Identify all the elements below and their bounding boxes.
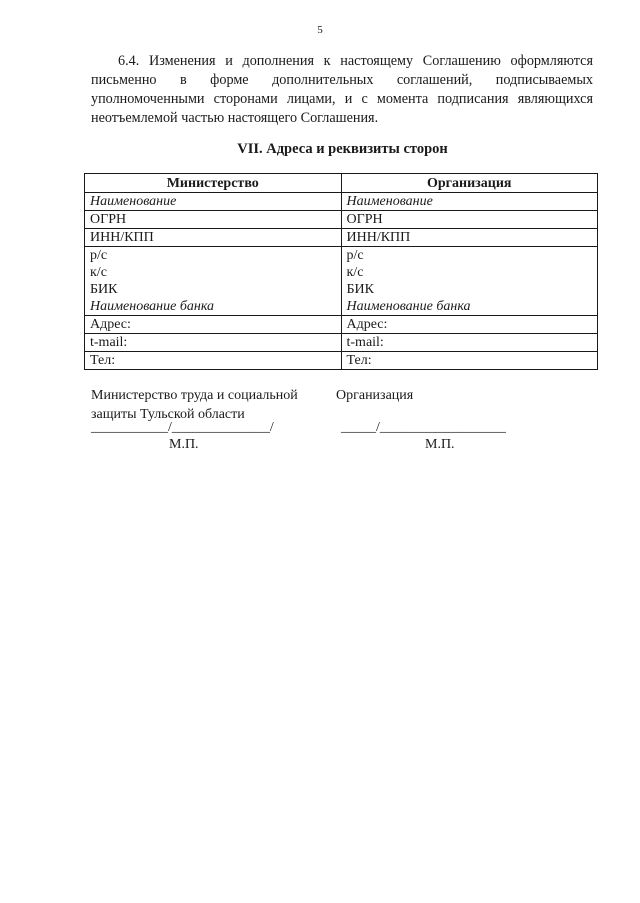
table-row	[85, 316, 598, 334]
column-header-organization: Организация	[341, 174, 598, 193]
ministry-signature-block	[91, 386, 341, 424]
organization-bik-label: БИК	[346, 282, 374, 297]
organization-signature-line: _____/__________________	[341, 420, 506, 435]
ministry-name-cell: Наименование	[85, 193, 342, 211]
ministry-inn-cell: ИНН/КПП	[85, 229, 342, 247]
ministry-signature-line: ___________/______________/	[91, 420, 274, 435]
organization-ogrn-cell: ОГРН	[341, 211, 598, 229]
organization-bank-name-label: Наименование банка	[346, 299, 471, 314]
ministry-bik-label: БИК	[90, 282, 118, 297]
ministry-seal-label: М.П.	[169, 437, 199, 452]
organization-name-cell: Наименование	[341, 193, 598, 211]
clause-line: неотъемлемой частью настоящего Соглашения.	[91, 110, 379, 126]
organization-signature-block	[336, 386, 536, 405]
ministry-ks-label: к/с	[90, 265, 107, 280]
organization-address-cell: Адрес:	[341, 316, 598, 334]
table-row	[85, 334, 598, 352]
organization-name-label: Организация	[336, 388, 414, 403]
ministry-bank-name-label: Наименование банка	[90, 299, 215, 314]
section-title: VII. Адреса и реквизиты сторон	[237, 141, 448, 157]
clause-line: письменно в форме дополнительных соглашений, подписываемых	[91, 72, 593, 88]
organization-seal-label: М.П.	[425, 437, 455, 452]
ministry-bank-cell	[85, 247, 342, 316]
table-row	[85, 193, 598, 211]
requisites-table	[84, 173, 598, 370]
table-row	[85, 229, 598, 247]
ministry-org-name-line1: Министерство труда и социальной	[91, 388, 298, 403]
ministry-address-cell: Адрес:	[85, 316, 342, 334]
ministry-ogrn-cell: ОГРН	[85, 211, 342, 229]
page-number: 5	[317, 24, 323, 36]
ministry-org-name-line2: защиты Тульской области	[91, 407, 245, 422]
ministry-phone-cell: Тел:	[85, 352, 342, 370]
clause-line: уполномоченными сторонами лицами, и с момента подписания являющихся	[91, 91, 593, 107]
clause-line: 6.4. Изменения и дополнения к настоящему Соглашению оформляются	[118, 53, 593, 69]
table-row	[85, 352, 598, 370]
ministry-rs-label: р/с	[90, 248, 108, 263]
table-row	[85, 211, 598, 229]
column-header-ministry: Министерство	[85, 174, 342, 193]
organization-phone-cell: Тел:	[341, 352, 598, 370]
clause-6-4	[91, 52, 593, 128]
ministry-email-cell: t-mail:	[85, 334, 342, 352]
organization-ks-label: к/с	[346, 265, 364, 280]
organization-email-cell: t-mail:	[341, 334, 598, 352]
organization-rs-label: р/с	[346, 248, 364, 263]
organization-inn-cell: ИНН/КПП	[341, 229, 598, 247]
table-header-row	[85, 174, 598, 193]
table-row	[85, 247, 598, 316]
organization-bank-cell	[341, 247, 598, 316]
